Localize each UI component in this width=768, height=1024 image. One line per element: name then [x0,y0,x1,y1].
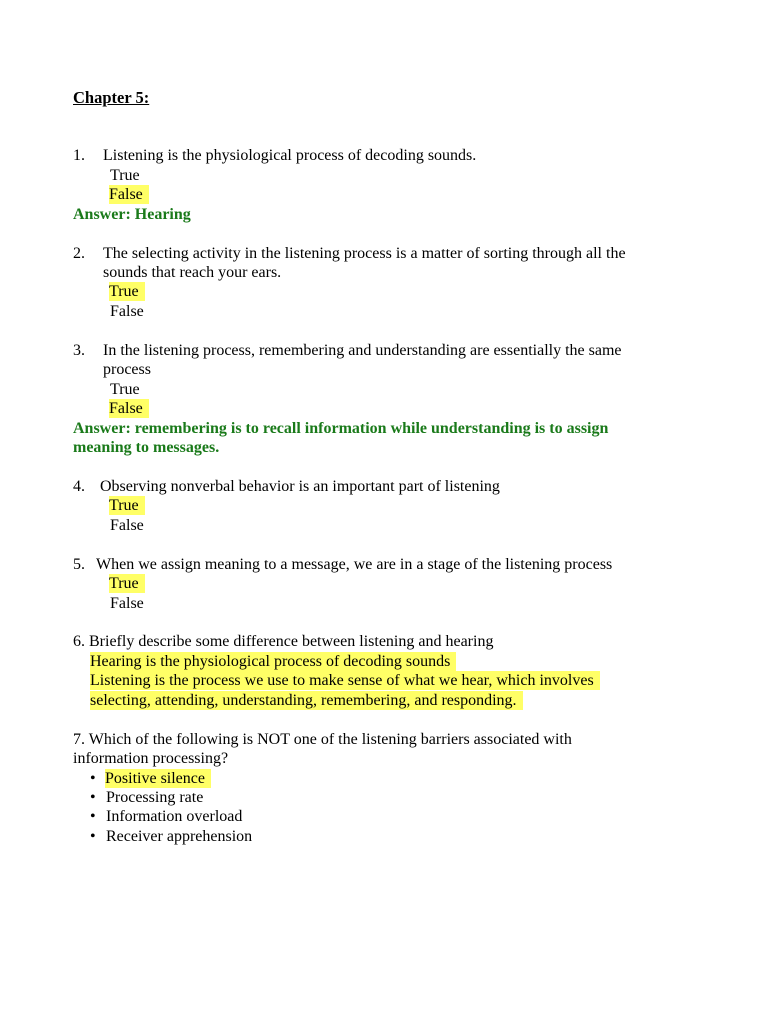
q5-number: 5. [73,556,85,573]
q4-option-false: False [110,517,144,534]
q5-option-true-highlighted: True [109,574,145,593]
bullet-marker: • [90,770,96,787]
q7-text-line1: 7. Which of the following is NOT one of the listening barriers associated with [73,731,572,748]
q3-answer-line1: Answer: remembering is to recall information while understanding is to assign [73,420,609,437]
q2-number: 2. [73,245,85,262]
q6-text: 6. Briefly describe some difference between listening and hearing [73,633,494,650]
q3-number: 3. [73,342,85,359]
q1-text: Listening is the physiological process of decoding sounds. [103,147,477,164]
q3-text-line2: process [103,361,151,378]
q6-answer-line1: Hearing is the physiological process of decoding sounds [90,652,456,671]
q3-option-true: True [110,381,140,398]
q3-answer-line2: meaning to messages. [73,439,220,456]
q6-answer-line2: Listening is the process we use to make sense of what we hear, which involves [90,671,600,690]
q2-text-line1: The selecting activity in the listening process is a matter of sorting through all the [103,245,626,262]
q6-answer-line3: selecting, attending, understanding, remembering, and responding. [90,691,523,710]
q7-text-line2: information processing? [73,750,229,767]
q7-option-highlighted: Positive silence [105,769,211,788]
chapter-title: Chapter 5: [73,88,150,107]
bullet-marker: • [90,789,96,806]
q1-option-false-highlighted: False [109,185,149,204]
q4-option-true-highlighted: True [109,496,145,515]
bullet-marker: • [90,828,96,845]
q5-option-false: False [110,595,144,612]
q7-option: Processing rate [106,789,204,806]
q1-option-true: True [110,167,140,184]
q7-option: Information overload [106,808,243,825]
q1-number: 1. [73,147,85,164]
q3-text-line1: In the listening process, remembering and understanding are essentially the same [103,342,622,359]
q4-text: Observing nonverbal behavior is an important part of listening [100,478,500,495]
q2-text-line2: sounds that reach your ears. [103,264,282,281]
q2-option-false: False [110,303,144,320]
q4-number: 4. [73,478,85,495]
bullet-marker: • [90,808,96,825]
q2-option-true-highlighted: True [109,282,145,301]
q1-answer: Answer: Hearing [73,206,191,223]
q5-text: When we assign meaning to a message, we are in a stage of the listening process [96,556,613,573]
q3-option-false-highlighted: False [109,399,149,418]
q7-option: Receiver apprehension [106,828,253,845]
